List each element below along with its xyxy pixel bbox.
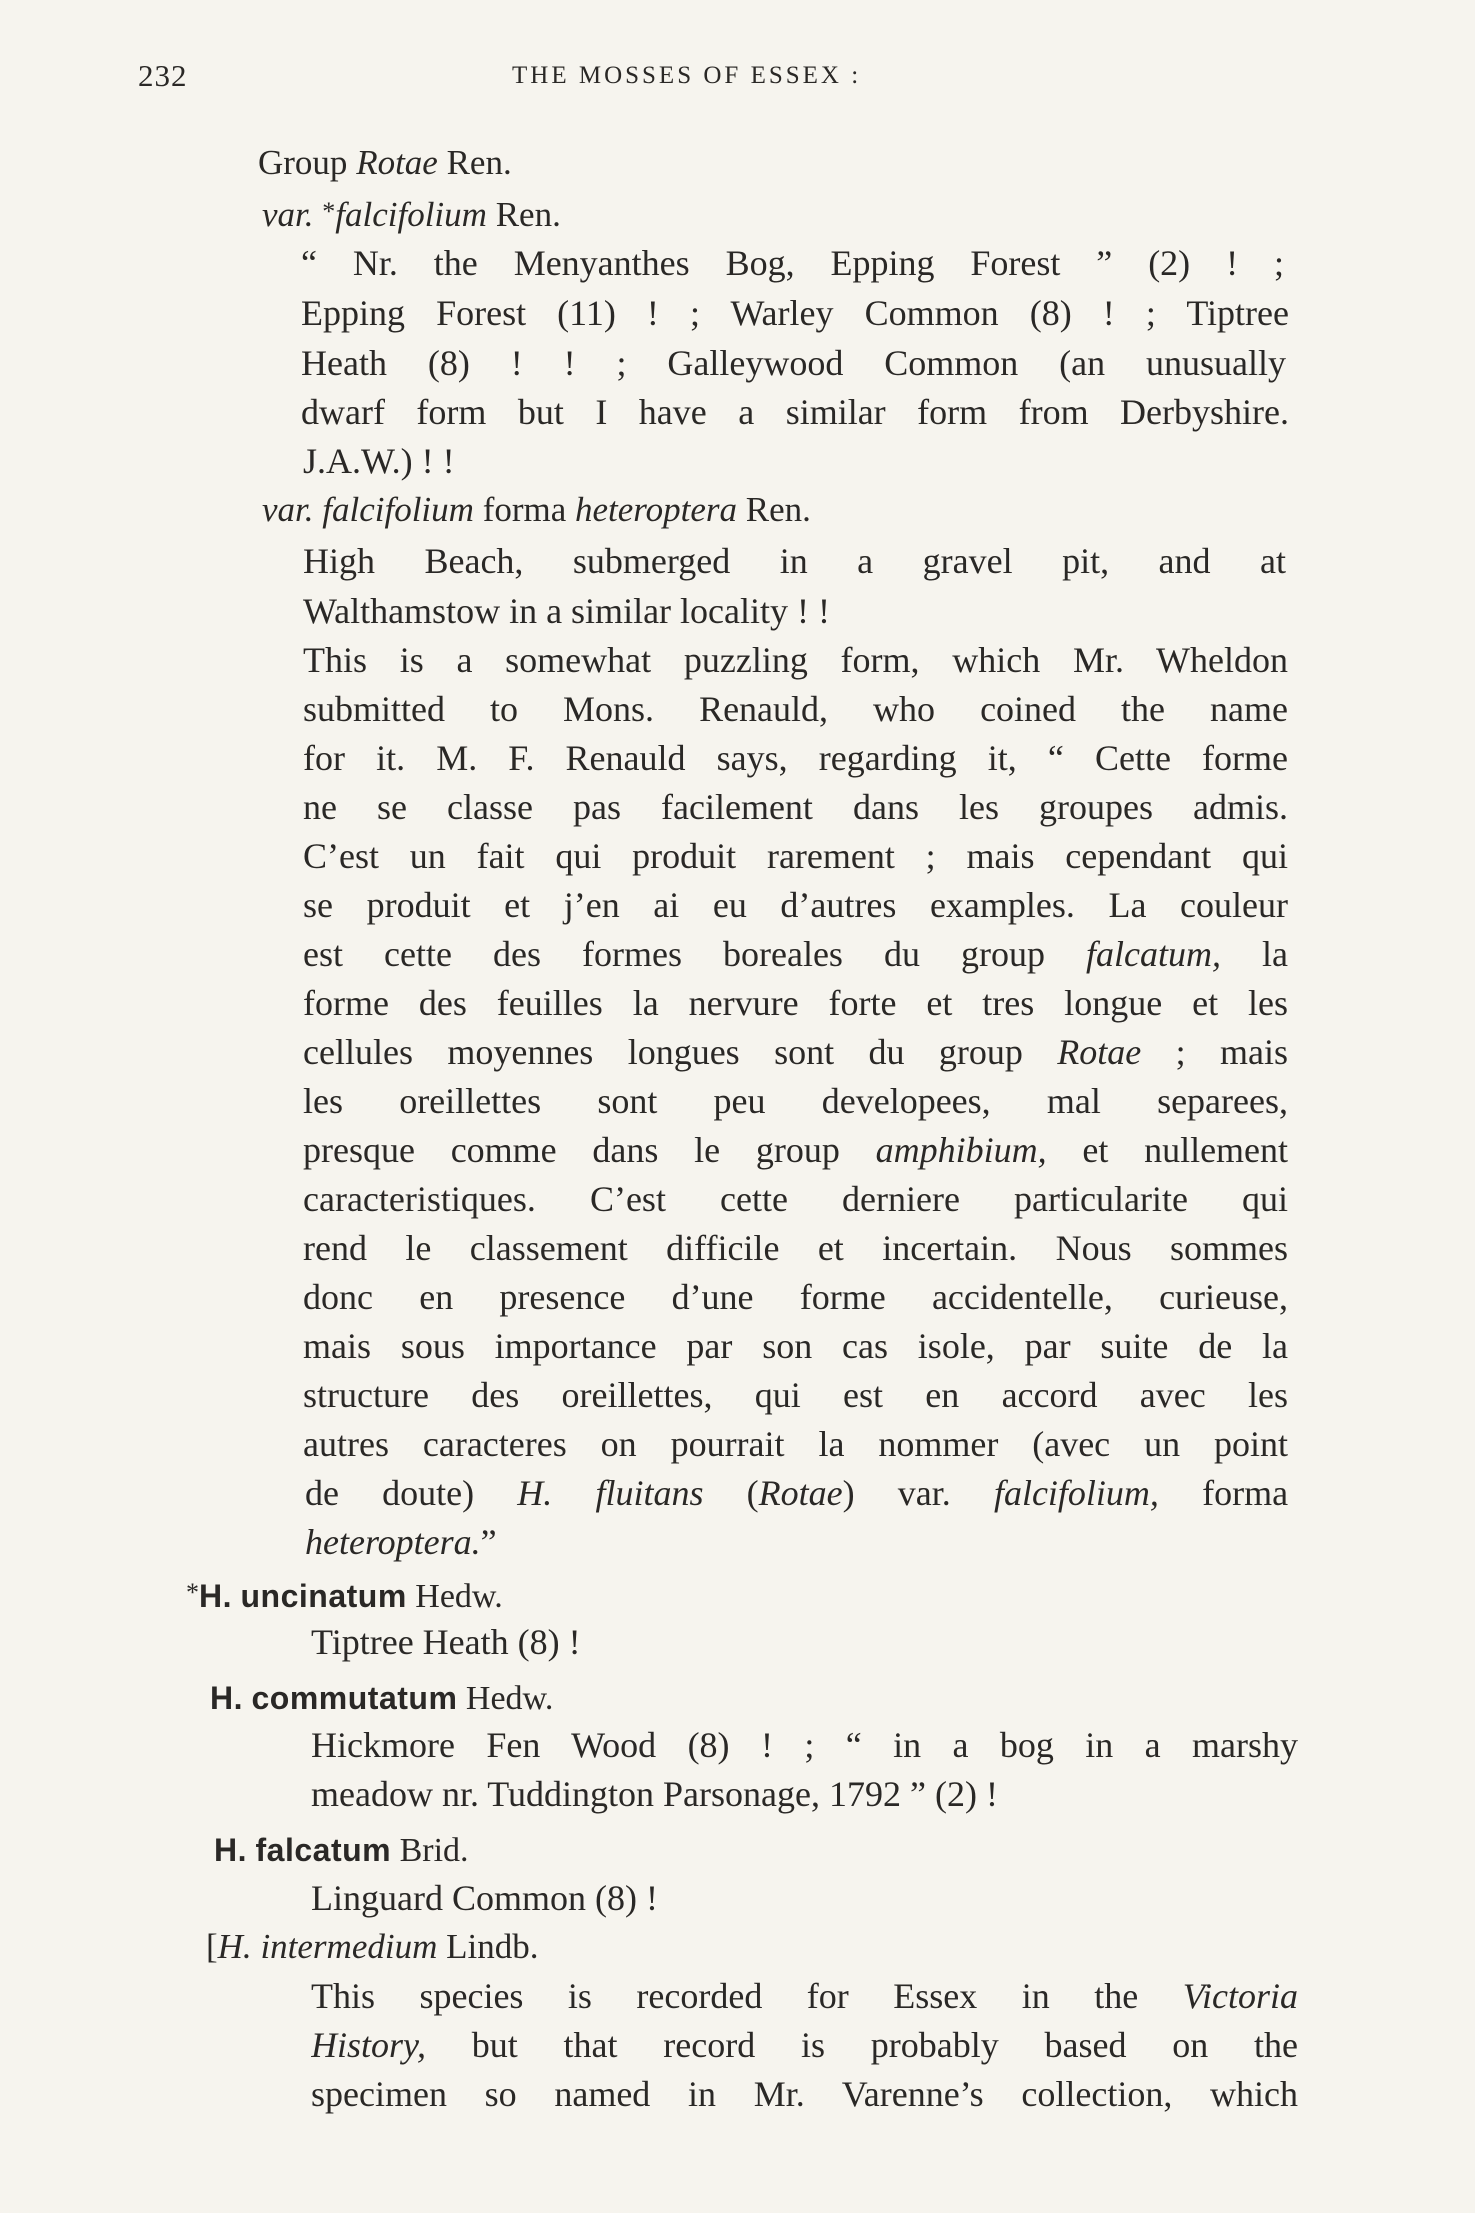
text-line: Walthamstow in a similar locality ! ! [303, 591, 830, 631]
text-span: cellules moyennes longues sont du group [303, 1032, 1023, 1072]
text-line [305, 1518, 497, 1566]
page-number: 232 [138, 58, 188, 93]
species-epithet: commutatum [251, 1680, 458, 1716]
text-line: meadow nr. Tuddington Parsonage, 1792 ” (2) ! [311, 1774, 998, 1814]
text-line: ne se classe pas facilement dans les groupes admis. [303, 787, 1288, 827]
text-span: but that record is probably based on the [471, 2025, 1298, 2065]
species-heading-falcatum [214, 1826, 469, 1874]
text-line [303, 1028, 1288, 1076]
text-line: rend le classement difficile et incertain. Nous sommes [303, 1228, 1288, 1268]
genus-abbrev: H. [199, 1578, 232, 1614]
species-heading-uncinatum [186, 1569, 503, 1617]
italic-name: heteroptera. [305, 1522, 481, 1562]
text-line: Epping Forest (11) ! ; Warley Common (8) ! ; Tiptree [301, 293, 1289, 333]
text-line: dwarf form but I have a similar form from Derbyshire. [301, 392, 1289, 432]
text-line [305, 1469, 1288, 1517]
species-heading-commutatum [210, 1674, 553, 1722]
text-span: This species is recorded for Essex in the [311, 1976, 1139, 2016]
page-header [138, 58, 1338, 98]
variety-name: falcifolium [322, 490, 474, 529]
text-span: presque comme dans le group [303, 1130, 840, 1170]
genus-abbrev: H. [210, 1680, 243, 1716]
bracket: [ [206, 1927, 218, 1966]
italic-name: Rotae [1057, 1032, 1142, 1072]
text-line [311, 2021, 1298, 2069]
text-line: Linguard Common (8) ! [311, 1878, 658, 1918]
species-author: Lindb. [446, 1927, 539, 1966]
text-line [311, 1972, 1298, 2020]
text-line: High Beach, submerged in a gravel pit, and at [303, 541, 1286, 581]
text-line: submitted to Mons. Renauld, who coined the name [303, 689, 1288, 729]
genus-abbrev: H. [214, 1832, 247, 1868]
text-span: est cette des formes boreales du group [303, 934, 1045, 974]
text-line: caracteristiques. C’est cette derniere particularite qui [303, 1179, 1288, 1219]
italic-name: Rotae [758, 1473, 843, 1513]
group-author: Ren. [446, 143, 512, 182]
italic-name: Victoria [1182, 1976, 1298, 2016]
text-line: “ Nr. the Menyanthes Bog, Epping Forest ” (2) ! ; [301, 243, 1284, 283]
italic-name: H. fluitans [517, 1473, 704, 1513]
text-span: ” [480, 1522, 497, 1562]
group-name: Rotae [356, 143, 438, 182]
text-line: specimen so named in Mr. Varenne’s collection, which [311, 2074, 1298, 2114]
running-head: THE MOSSES OF ESSEX : [512, 62, 862, 89]
variety-author: Ren. [745, 490, 811, 529]
asterisk-mark: * [186, 1578, 199, 1607]
text-line: Hickmore Fen Wood (8) ! ; “ in a bog in a marshy [311, 1725, 1298, 1765]
species-author: Hedw. [415, 1578, 503, 1615]
text-line: This is a somewhat puzzling form, which Mr. Wheldon [303, 640, 1288, 680]
text-line [303, 930, 1288, 978]
group-heading [258, 139, 512, 187]
text-line: for it. M. F. Renauld says, regarding it, “ Cette forme [303, 738, 1288, 778]
asterisk-mark: * [322, 197, 336, 226]
species-epithet: falcatum [255, 1832, 392, 1868]
forma-name: heteroptera [575, 490, 738, 529]
text-line: autres caracteres on pourrait la nommer (avec un point [303, 1424, 1288, 1464]
text-span: et nullement [1082, 1130, 1288, 1170]
species-epithet: intermedium [260, 1927, 438, 1966]
text-line: donc en presence d’une forme accidentelle, curieuse, [303, 1277, 1288, 1317]
text-line: C’est un fait qui produit rarement ; mais cependant qui [303, 836, 1288, 876]
variety-label: var. [262, 195, 314, 234]
text-span: ; mais [1175, 1032, 1288, 1072]
text-span: de doute) [305, 1473, 475, 1513]
text-span: ( [746, 1473, 759, 1513]
text-line: forme des feuilles la nervure forte et tres longue et les [303, 983, 1288, 1023]
species-heading-intermedium [206, 1923, 538, 1971]
text-span: ) var. [842, 1473, 951, 1513]
variety-name: falcifolium [335, 195, 487, 234]
text-line: J.A.W.) ! ! [303, 441, 455, 481]
text-line: Heath (8) ! ! ; Galleywood Common (an unusually [301, 343, 1286, 383]
text-line: se produit et j’en ai eu d’autres examples. La couleur [303, 885, 1288, 925]
text-line: structure des oreillettes, qui est en accord avec les [303, 1375, 1288, 1415]
italic-name: falcifolium, [993, 1473, 1159, 1513]
text-line: les oreillettes sont peu developees, mal separees, [303, 1081, 1288, 1121]
group-prefix: Group [258, 143, 348, 182]
variety-label: var. [262, 490, 314, 529]
variety-heading-heteroptera [262, 486, 811, 534]
species-author: Brid. [399, 1832, 469, 1869]
forma-word: forma [482, 490, 567, 529]
species-author: Hedw. [465, 1680, 554, 1717]
variety-author: Ren. [495, 195, 561, 234]
text-span: forma [1202, 1473, 1288, 1513]
genus-abbrev: H. [217, 1927, 252, 1966]
variety-heading-falcifolium [262, 188, 561, 236]
text-line: mais sous importance par son cas isole, par suite de la [303, 1326, 1288, 1366]
italic-name: amphibium, [875, 1130, 1047, 1170]
italic-name: History, [311, 2025, 427, 2065]
text-span: la [1262, 934, 1288, 974]
italic-name: falcatum, [1086, 934, 1221, 974]
text-line [303, 1126, 1288, 1174]
text-line: Tiptree Heath (8) ! [311, 1622, 581, 1662]
species-epithet: uncinatum [240, 1578, 407, 1614]
